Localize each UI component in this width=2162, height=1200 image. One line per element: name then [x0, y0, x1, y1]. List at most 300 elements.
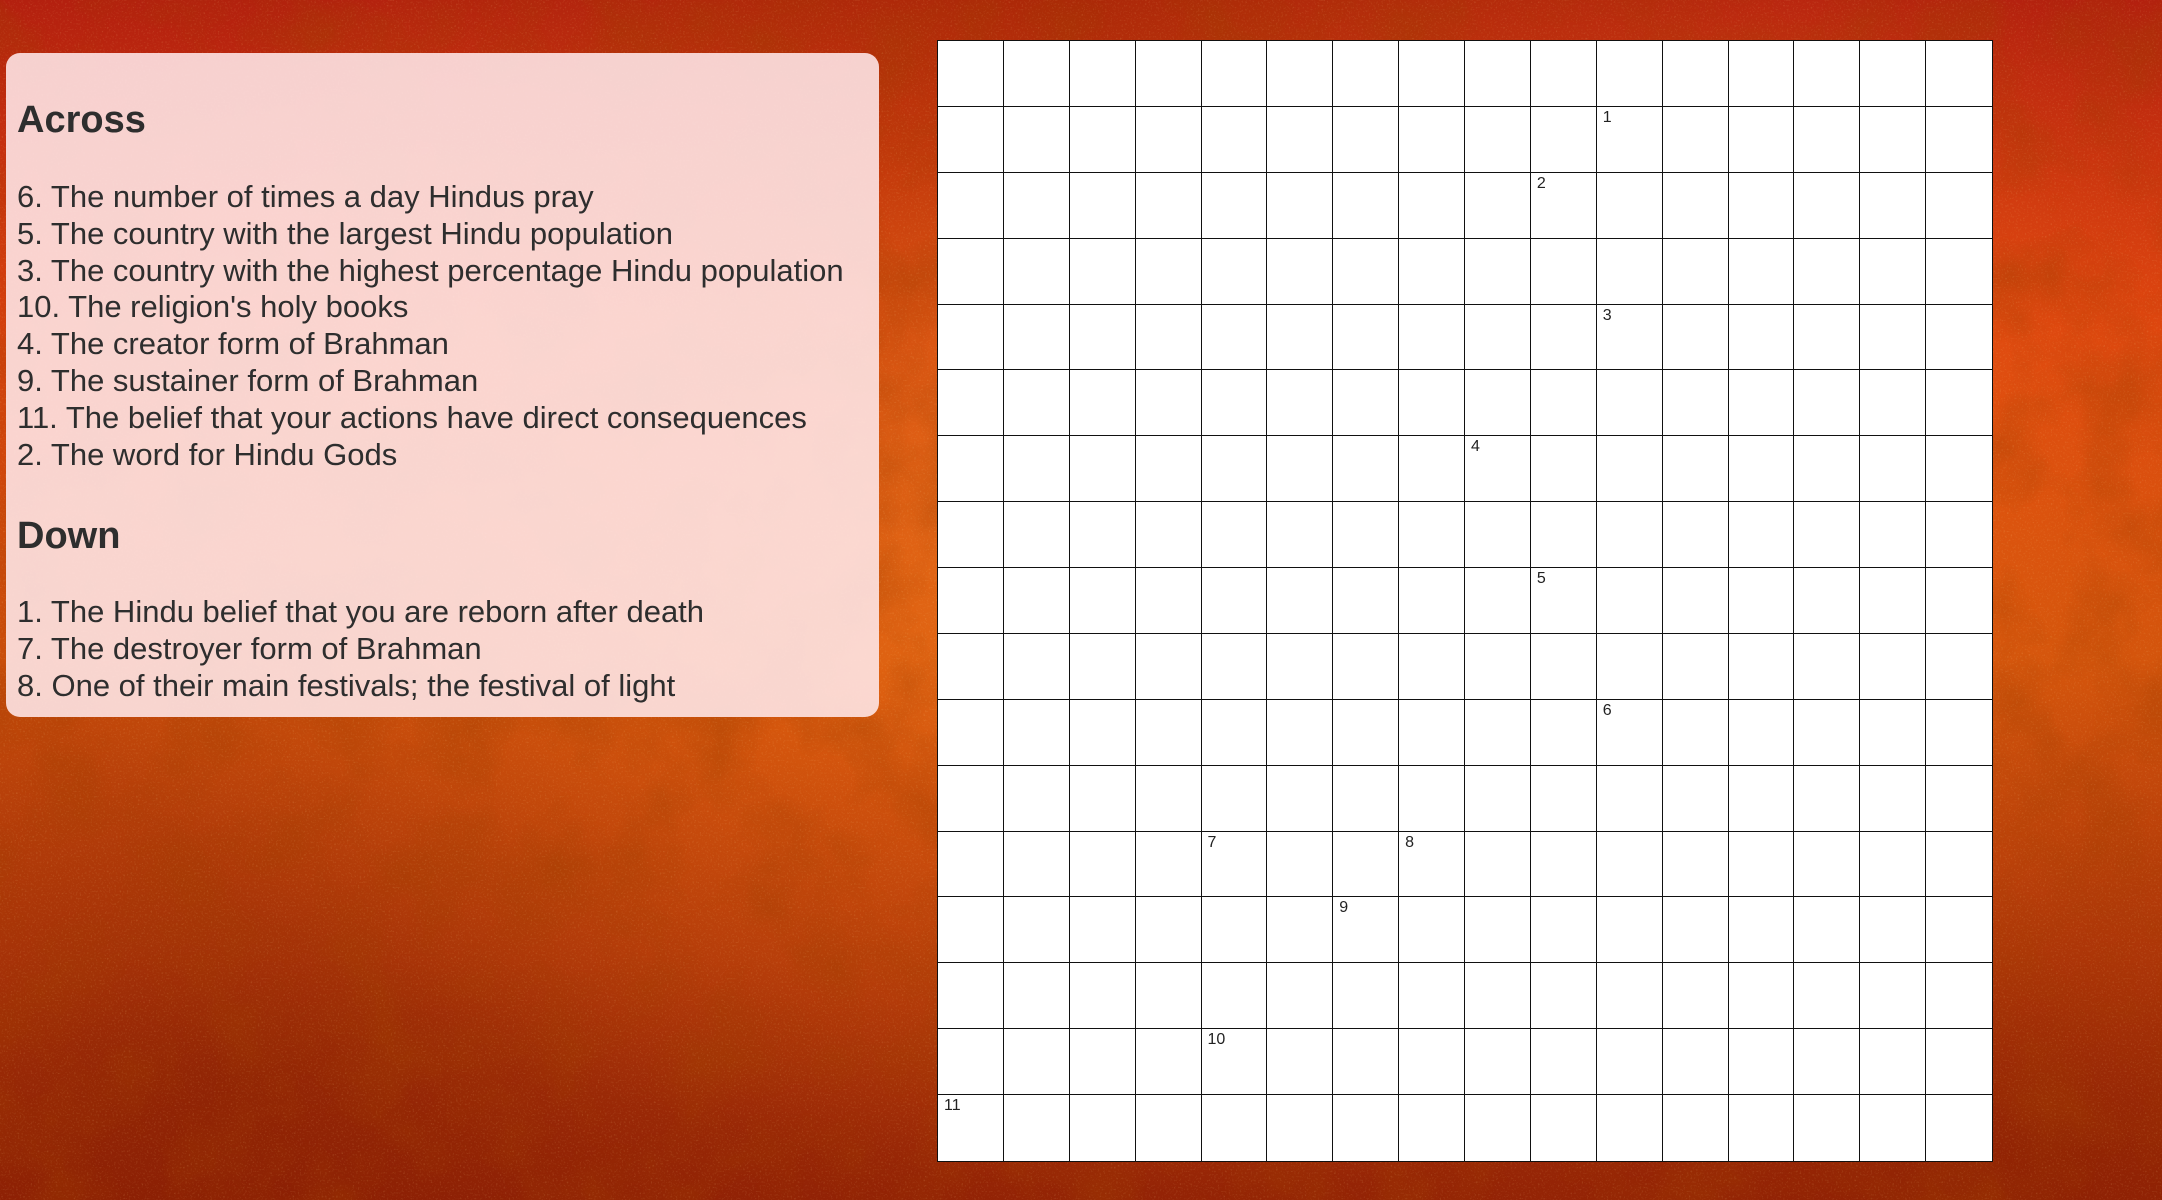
- clue-number: 2: [1536, 174, 1546, 192]
- grid-cell[interactable]: [1926, 305, 1992, 371]
- across-clue: 6. The number of times a day Hindus pray: [17, 179, 594, 214]
- grid-cell[interactable]: [1465, 634, 1531, 700]
- grid-cell[interactable]: [1333, 568, 1399, 634]
- grid-cell[interactable]: [1860, 107, 1926, 173]
- grid-cell[interactable]: [1794, 1095, 1860, 1161]
- grid-cell[interactable]: [1399, 897, 1465, 963]
- grid-cell[interactable]: [1860, 700, 1926, 766]
- down-heading: Down: [17, 515, 121, 557]
- grid-cell[interactable]: [938, 568, 1004, 634]
- grid-cell[interactable]: [1004, 1095, 1070, 1161]
- grid-cell[interactable]: [1531, 832, 1597, 898]
- grid-cell[interactable]: [1926, 963, 1992, 1029]
- grid-cell[interactable]: [1465, 1029, 1531, 1095]
- grid-cell[interactable]: [1070, 1029, 1136, 1095]
- down-clue: 7. The destroyer form of Brahman: [17, 630, 482, 666]
- grid-cell[interactable]: [1531, 502, 1597, 568]
- grid-cell[interactable]: [1004, 568, 1070, 634]
- grid-cell[interactable]: [1136, 963, 1202, 1029]
- grid-cell[interactable]: [1531, 173, 1597, 239]
- grid-cell[interactable]: [938, 107, 1004, 173]
- grid-cell[interactable]: [1597, 700, 1663, 766]
- grid-cell[interactable]: [1729, 700, 1795, 766]
- grid-cell[interactable]: [1729, 1095, 1795, 1161]
- grid-cell[interactable]: [1465, 832, 1531, 898]
- grid-cell[interactable]: [1531, 766, 1597, 832]
- grid-cell[interactable]: [1465, 1095, 1531, 1161]
- grid-cell[interactable]: [1399, 502, 1465, 568]
- grid-cell[interactable]: [1399, 305, 1465, 371]
- grid-cell[interactable]: [1465, 107, 1531, 173]
- grid-cell[interactable]: [1333, 897, 1399, 963]
- grid-cell[interactable]: [1729, 502, 1795, 568]
- grid-cell[interactable]: [1926, 832, 1992, 898]
- grid-cell[interactable]: [1794, 41, 1860, 107]
- grid-cell[interactable]: [1070, 305, 1136, 371]
- grid-cell[interactable]: [1860, 436, 1926, 502]
- grid-cell[interactable]: [1663, 239, 1729, 305]
- grid-cell[interactable]: [1663, 502, 1729, 568]
- across-clue: 3. The country with the highest percentage Hindu population: [17, 252, 844, 288]
- grid-cell[interactable]: [1004, 502, 1070, 568]
- grid-cell[interactable]: [1399, 634, 1465, 700]
- grid-cell[interactable]: [1333, 173, 1399, 239]
- grid-cell[interactable]: [1004, 1029, 1070, 1095]
- grid-cell[interactable]: [1004, 239, 1070, 305]
- across-clue: 5. The country with the largest Hindu population: [17, 215, 673, 251]
- grid-cell[interactable]: [1597, 370, 1663, 436]
- grid-cell[interactable]: [1070, 634, 1136, 700]
- grid-cell[interactable]: [1267, 107, 1333, 173]
- grid-cell[interactable]: [1729, 1029, 1795, 1095]
- grid-cell[interactable]: [1267, 239, 1333, 305]
- grid-cell[interactable]: [1333, 700, 1399, 766]
- grid-cell[interactable]: [1729, 370, 1795, 436]
- grid-cell[interactable]: [1136, 370, 1202, 436]
- grid-cell[interactable]: [1597, 107, 1663, 173]
- grid-cell[interactable]: [1202, 963, 1268, 1029]
- grid-cell[interactable]: [1794, 173, 1860, 239]
- grid-cell[interactable]: [1794, 897, 1860, 963]
- grid-cell[interactable]: [1860, 766, 1926, 832]
- grid-cell[interactable]: [1202, 1095, 1268, 1161]
- grid-cell[interactable]: [1729, 107, 1795, 173]
- grid-cell[interactable]: [1729, 832, 1795, 898]
- grid-cell[interactable]: [1729, 41, 1795, 107]
- grid-cell[interactable]: [1004, 766, 1070, 832]
- grid-cell[interactable]: [1597, 239, 1663, 305]
- grid-cell[interactable]: [1926, 173, 1992, 239]
- grid-cell[interactable]: [1202, 305, 1268, 371]
- grid-cell[interactable]: [1202, 370, 1268, 436]
- grid-cell[interactable]: [1860, 502, 1926, 568]
- grid-cell[interactable]: [1794, 832, 1860, 898]
- grid-cell[interactable]: [1926, 239, 1992, 305]
- grid-cell[interactable]: [1794, 370, 1860, 436]
- grid-cell[interactable]: [1399, 766, 1465, 832]
- grid-cell[interactable]: [1729, 305, 1795, 371]
- grid-cell[interactable]: [1663, 700, 1729, 766]
- grid-cell[interactable]: [1070, 107, 1136, 173]
- grid-cell[interactable]: [1531, 239, 1597, 305]
- grid-cell[interactable]: [1531, 700, 1597, 766]
- grid-cell[interactable]: [1399, 1095, 1465, 1161]
- grid-cell[interactable]: [1333, 41, 1399, 107]
- grid-cell[interactable]: [1597, 502, 1663, 568]
- grid-cell[interactable]: [938, 370, 1004, 436]
- grid-cell[interactable]: [1070, 568, 1136, 634]
- across-clue: 11. The belief that your actions have direct consequences: [17, 399, 807, 435]
- grid-cell[interactable]: [1729, 897, 1795, 963]
- grid-cell[interactable]: [1333, 107, 1399, 173]
- grid-cell[interactable]: [1333, 766, 1399, 832]
- grid-cell[interactable]: [938, 897, 1004, 963]
- grid-cell[interactable]: [1794, 502, 1860, 568]
- grid-cell[interactable]: [1860, 963, 1926, 1029]
- grid-cell[interactable]: [938, 832, 1004, 898]
- grid-cell[interactable]: [1729, 634, 1795, 700]
- grid-cell[interactable]: [1794, 107, 1860, 173]
- across-clue-list: [17, 179, 844, 473]
- grid-cell[interactable]: [1926, 107, 1992, 173]
- grid-cell[interactable]: [1663, 173, 1729, 239]
- grid-cell[interactable]: [1663, 897, 1729, 963]
- grid-cell[interactable]: [1136, 239, 1202, 305]
- grid-cell[interactable]: [1465, 963, 1531, 1029]
- grid-cell[interactable]: [1399, 568, 1465, 634]
- grid-cell[interactable]: [1333, 370, 1399, 436]
- grid-cell[interactable]: [1597, 173, 1663, 239]
- grid-cell[interactable]: [1597, 41, 1663, 107]
- grid-cell[interactable]: [1663, 370, 1729, 436]
- grid-cell[interactable]: [1267, 1029, 1333, 1095]
- grid-cell[interactable]: [1926, 502, 1992, 568]
- grid-cell[interactable]: [1926, 1029, 1992, 1095]
- grid-cell[interactable]: [1136, 700, 1202, 766]
- grid-cell[interactable]: [1136, 568, 1202, 634]
- grid-cell[interactable]: [1465, 41, 1531, 107]
- down-clue: 8. One of their main festivals; the festival of light: [17, 667, 676, 703]
- grid-cell[interactable]: [938, 634, 1004, 700]
- grid-cell[interactable]: [1202, 897, 1268, 963]
- grid-cell[interactable]: [1465, 436, 1531, 502]
- clue-number: 1: [1602, 108, 1612, 126]
- grid-cell[interactable]: [1267, 700, 1333, 766]
- clue-number: 9: [1339, 899, 1349, 917]
- grid-cell[interactable]: [1531, 963, 1597, 1029]
- across-clue: 2. The word for Hindu Gods: [17, 436, 398, 472]
- grid-cell[interactable]: [1070, 897, 1136, 963]
- grid-cell[interactable]: [1465, 568, 1531, 634]
- grid-cell[interactable]: [1267, 766, 1333, 832]
- grid-cell[interactable]: [1860, 832, 1926, 898]
- grid-cell[interactable]: [1663, 963, 1729, 1029]
- grid-cell[interactable]: [1202, 173, 1268, 239]
- grid-cell[interactable]: [1070, 41, 1136, 107]
- grid-cell[interactable]: [1070, 766, 1136, 832]
- grid-cell[interactable]: [938, 305, 1004, 371]
- grid-cell[interactable]: [1202, 239, 1268, 305]
- grid-cell[interactable]: [1926, 436, 1992, 502]
- grid-cell[interactable]: [1399, 700, 1465, 766]
- grid-cell[interactable]: [1860, 239, 1926, 305]
- grid-cell[interactable]: [1926, 897, 1992, 963]
- grid-cell[interactable]: [1004, 963, 1070, 1029]
- grid-cell[interactable]: [1070, 502, 1136, 568]
- grid-cell[interactable]: [1926, 634, 1992, 700]
- grid-cell[interactable]: [1663, 436, 1729, 502]
- grid-cell[interactable]: [1004, 107, 1070, 173]
- grid-cell[interactable]: [1926, 1095, 1992, 1161]
- grid-cell[interactable]: [1597, 897, 1663, 963]
- grid-cell[interactable]: [1202, 41, 1268, 107]
- grid-cell[interactable]: [1729, 239, 1795, 305]
- grid-cell[interactable]: [1465, 766, 1531, 832]
- grid-cell[interactable]: [1136, 436, 1202, 502]
- grid-cell[interactable]: [1860, 1029, 1926, 1095]
- grid-cell[interactable]: [1794, 436, 1860, 502]
- grid-cell[interactable]: [1465, 173, 1531, 239]
- grid-cell[interactable]: [1004, 897, 1070, 963]
- grid-cell[interactable]: [1070, 173, 1136, 239]
- grid-cell[interactable]: [1597, 963, 1663, 1029]
- grid-cell[interactable]: [1729, 436, 1795, 502]
- grid-cell[interactable]: [1136, 1029, 1202, 1095]
- grid-cell[interactable]: [1729, 766, 1795, 832]
- grid-cell[interactable]: [1465, 305, 1531, 371]
- grid-cell[interactable]: [1267, 305, 1333, 371]
- grid-cell[interactable]: [1267, 173, 1333, 239]
- grid-cell[interactable]: [1663, 41, 1729, 107]
- grid-cell[interactable]: [1004, 634, 1070, 700]
- grid-cell[interactable]: [1202, 700, 1268, 766]
- grid-cell[interactable]: [1794, 239, 1860, 305]
- grid-cell[interactable]: [1202, 1029, 1268, 1095]
- crossword-grid: [937, 40, 1993, 1162]
- grid-cell[interactable]: [1267, 832, 1333, 898]
- grid-cell[interactable]: [1465, 700, 1531, 766]
- grid-cell[interactable]: [1729, 173, 1795, 239]
- across-clue: 9. The sustainer form of Brahman: [17, 362, 479, 398]
- grid-cell[interactable]: [1267, 370, 1333, 436]
- grid-cell[interactable]: [1794, 700, 1860, 766]
- clue-number: 6: [1602, 701, 1612, 719]
- grid-cell[interactable]: [1070, 239, 1136, 305]
- grid-cell[interactable]: [1729, 963, 1795, 1029]
- grid-cell[interactable]: [938, 700, 1004, 766]
- grid-cell[interactable]: [1333, 305, 1399, 371]
- grid-cell[interactable]: [1794, 568, 1860, 634]
- grid-cell[interactable]: [1004, 700, 1070, 766]
- grid-cell[interactable]: [938, 963, 1004, 1029]
- grid-cell[interactable]: [1794, 766, 1860, 832]
- grid-cell[interactable]: [1267, 568, 1333, 634]
- grid-cell[interactable]: [1926, 41, 1992, 107]
- grid-cell[interactable]: [1004, 305, 1070, 371]
- grid-cell[interactable]: [1597, 568, 1663, 634]
- clue-number: 10: [1207, 1031, 1226, 1049]
- grid-cell[interactable]: [1333, 634, 1399, 700]
- grid-cell[interactable]: [1465, 370, 1531, 436]
- grid-cell[interactable]: [1597, 1095, 1663, 1161]
- grid-cell[interactable]: [1399, 1029, 1465, 1095]
- grid-cell[interactable]: [1399, 41, 1465, 107]
- grid-cell[interactable]: [1663, 832, 1729, 898]
- grid-cell[interactable]: [1729, 568, 1795, 634]
- grid-cell[interactable]: [1531, 370, 1597, 436]
- grid-cell[interactable]: [1860, 370, 1926, 436]
- grid-cell[interactable]: [1070, 1095, 1136, 1161]
- grid-cell[interactable]: [1202, 436, 1268, 502]
- grid-cell[interactable]: [1202, 832, 1268, 898]
- grid-cell[interactable]: [1136, 832, 1202, 898]
- grid-cell[interactable]: [1794, 305, 1860, 371]
- grid-cell[interactable]: [1136, 41, 1202, 107]
- grid-cell[interactable]: [1531, 1029, 1597, 1095]
- grid-cell[interactable]: [1663, 1095, 1729, 1161]
- across-clue: 10. The religion's holy books: [17, 289, 409, 325]
- grid-cell[interactable]: [1531, 897, 1597, 963]
- grid-cell[interactable]: [1399, 963, 1465, 1029]
- grid-cell[interactable]: [1333, 436, 1399, 502]
- grid-cell[interactable]: [1794, 1029, 1860, 1095]
- grid-cell[interactable]: [1531, 305, 1597, 371]
- across-heading: Across: [17, 99, 146, 141]
- grid-cell[interactable]: [1070, 436, 1136, 502]
- grid-cell[interactable]: [1531, 107, 1597, 173]
- grid-cell[interactable]: [1136, 107, 1202, 173]
- grid-cell[interactable]: [938, 1029, 1004, 1095]
- across-clue: 4. The creator form of Brahman: [17, 326, 449, 362]
- grid-cell[interactable]: [1070, 963, 1136, 1029]
- clue-number: 5: [1536, 570, 1546, 588]
- grid-cell[interactable]: [1926, 568, 1992, 634]
- grid-cell[interactable]: [1926, 700, 1992, 766]
- clue-number: 3: [1602, 306, 1612, 324]
- grid-cell[interactable]: [1267, 41, 1333, 107]
- clue-number: 4: [1471, 438, 1480, 456]
- grid-cell[interactable]: [1004, 173, 1070, 239]
- grid-cell[interactable]: [1860, 1095, 1926, 1161]
- grid-cell[interactable]: [1794, 963, 1860, 1029]
- grid-cell[interactable]: [1399, 107, 1465, 173]
- grid-cell[interactable]: [1202, 568, 1268, 634]
- grid-cell[interactable]: [1004, 41, 1070, 107]
- grid-cell[interactable]: [938, 239, 1004, 305]
- grid-cell[interactable]: [1860, 41, 1926, 107]
- grid-cell[interactable]: [1267, 963, 1333, 1029]
- clue-number: 7: [1207, 833, 1217, 851]
- down-clue: 1. The Hindu belief that you are reborn after death: [17, 594, 705, 629]
- grid-cell[interactable]: [1202, 766, 1268, 832]
- grid-cell[interactable]: [1597, 436, 1663, 502]
- clues-panel: [6, 53, 879, 717]
- grid-cell[interactable]: [1531, 634, 1597, 700]
- grid-cell[interactable]: [1926, 370, 1992, 436]
- grid-cell[interactable]: [1860, 568, 1926, 634]
- grid-cell[interactable]: [1465, 897, 1531, 963]
- grid-cell[interactable]: [938, 1095, 1004, 1161]
- grid-cell[interactable]: [1202, 634, 1268, 700]
- grid-cell[interactable]: [1267, 1095, 1333, 1161]
- grid-cell[interactable]: [1399, 239, 1465, 305]
- grid-cell[interactable]: [1136, 502, 1202, 568]
- grid-cell[interactable]: [1399, 173, 1465, 239]
- grid-cell[interactable]: [1926, 766, 1992, 832]
- grid-cell[interactable]: [1465, 239, 1531, 305]
- grid-cell[interactable]: [1860, 897, 1926, 963]
- grid-cell[interactable]: [1267, 502, 1333, 568]
- grid-cell[interactable]: [1267, 436, 1333, 502]
- grid-cell[interactable]: [938, 502, 1004, 568]
- grid-cell[interactable]: [1860, 173, 1926, 239]
- grid-cell[interactable]: [1136, 173, 1202, 239]
- grid-cell[interactable]: [1004, 832, 1070, 898]
- grid-cell[interactable]: [1465, 502, 1531, 568]
- grid-cell[interactable]: [1136, 1095, 1202, 1161]
- grid-cell[interactable]: [1267, 634, 1333, 700]
- grid-cell[interactable]: [1531, 436, 1597, 502]
- clue-number: 11: [944, 1097, 961, 1115]
- grid-cell[interactable]: [1531, 1095, 1597, 1161]
- grid-cell[interactable]: [1333, 1029, 1399, 1095]
- grid-cell[interactable]: [938, 41, 1004, 107]
- grid-cell[interactable]: [1399, 436, 1465, 502]
- grid-cell[interactable]: [1136, 766, 1202, 832]
- grid-cell[interactable]: [1597, 832, 1663, 898]
- grid-cell[interactable]: [1663, 305, 1729, 371]
- grid-cell[interactable]: [1531, 568, 1597, 634]
- grid-cell[interactable]: [1070, 370, 1136, 436]
- grid-cell[interactable]: [938, 436, 1004, 502]
- grid-cell[interactable]: [938, 766, 1004, 832]
- grid-cell[interactable]: [1333, 239, 1399, 305]
- grid-cell[interactable]: [1663, 1029, 1729, 1095]
- grid-cell[interactable]: [1860, 634, 1926, 700]
- grid-cell[interactable]: [1333, 832, 1399, 898]
- down-clue-list: [17, 594, 704, 704]
- grid-cell[interactable]: [1399, 370, 1465, 436]
- grid-cell[interactable]: [1663, 634, 1729, 700]
- grid-cell[interactable]: [1663, 568, 1729, 634]
- grid-cell[interactable]: [1202, 107, 1268, 173]
- grid-cell[interactable]: [1070, 832, 1136, 898]
- grid-cell[interactable]: [1004, 436, 1070, 502]
- grid-cell[interactable]: [1860, 305, 1926, 371]
- grid-cell[interactable]: [1399, 832, 1465, 898]
- grid-cell[interactable]: [1597, 634, 1663, 700]
- grid-cell[interactable]: [1333, 502, 1399, 568]
- grid-cell[interactable]: [1267, 897, 1333, 963]
- grid-cell[interactable]: [1333, 963, 1399, 1029]
- grid-cell[interactable]: [1597, 766, 1663, 832]
- grid-cell[interactable]: [1004, 370, 1070, 436]
- grid-cell[interactable]: [1070, 700, 1136, 766]
- grid-cell[interactable]: [1597, 305, 1663, 371]
- grid-cell[interactable]: [1333, 1095, 1399, 1161]
- grid-cell[interactable]: [1531, 41, 1597, 107]
- grid-cell[interactable]: [1794, 634, 1860, 700]
- clue-number: 8: [1405, 833, 1415, 851]
- grid-cell[interactable]: [1663, 107, 1729, 173]
- grid-cell[interactable]: [1202, 502, 1268, 568]
- grid-cell[interactable]: [1136, 634, 1202, 700]
- grid-cell[interactable]: [1136, 897, 1202, 963]
- grid-cell[interactable]: [1663, 766, 1729, 832]
- grid-cell[interactable]: [938, 173, 1004, 239]
- grid-cell[interactable]: [1597, 1029, 1663, 1095]
- grid-cell[interactable]: [1136, 305, 1202, 371]
